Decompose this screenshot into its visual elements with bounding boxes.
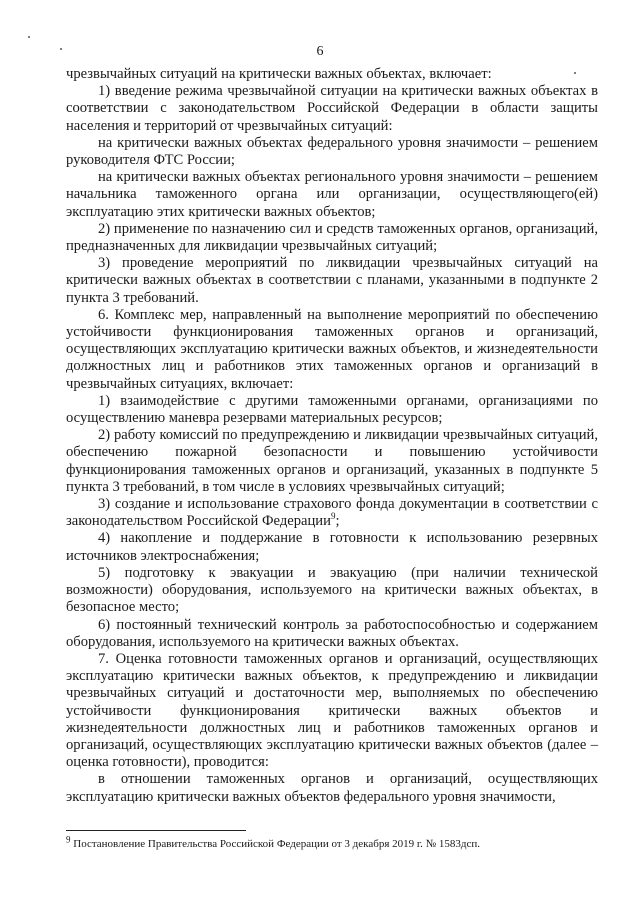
paragraph: в отношении таможенных органов и организаций, осуществляющих эксплуатацию критически важных объектов федерального уровня значимости, <box>66 771 598 805</box>
paragraph: 5) подготовку к эвакуации и эвакуацию (при наличии технической возможности) оборудования, используемого на критически важных объектах, в безопасное место; <box>66 564 598 616</box>
paragraph: 7. Оценка готовности таможенных органов и организаций, осуществляющих эксплуатацию критически важных объектов, к предупреждению и ликвидации чрезвычайных ситуаций и достаточности мер, выполняемых по обеспечению устойчивости функционирования критически важных объектов и жизнедеятельности должностных лиц и работников таможенных органов и организаций, осуществляющих эксплуатацию критически важных объектов (далее – оценка готовности), проводится: <box>66 650 598 771</box>
paragraph-end-punct: ; <box>335 513 340 530</box>
document-body <box>66 66 598 806</box>
paragraph: чрезвычайных ситуаций на критически важных объектах, включает: <box>66 66 492 82</box>
paragraph: 3) проведение мероприятий по ликвидации чрезвычайных ситуаций на критически важных объектах в соответствии с планами, указанными в подпункте 2 пункта 3 требований. <box>66 255 598 306</box>
footnote-reference: 9 <box>330 511 336 522</box>
footnote-mark: 9 <box>66 834 71 845</box>
page-number: 6 <box>316 44 324 59</box>
footnote <box>66 834 598 851</box>
footnote-text: Постановление Правительства Российской Федерации от 3 декабря 2019 г. № 1583дсп. <box>73 838 481 850</box>
paragraph: 6. Комплекс мер, направленный на выполнение мероприятий по обеспечению устойчивости функционирования таможенных органов и организаций, осуществляющих эксплуатацию критически важных объектов, и жизнедеятельности должностных лиц и работников этих таможенных органов и организаций в чрезвычайных ситуациях, включает: <box>66 306 598 392</box>
paragraph: 2) применение по назначению сил и средств таможенных органов, организаций, предназначенных для ликвидации чрезвычайных ситуаций; <box>66 220 598 255</box>
scan-speck <box>28 36 30 38</box>
paragraph: 1) взаимодействие с другими таможенными органами, организациями по осуществлению маневра резервами материальных ресурсов; <box>66 392 598 427</box>
paragraph: 6) постоянный технический контроль за работоспособностью и содержанием оборудования, используемого на критически важных объектах. <box>66 616 598 650</box>
footnote-divider <box>66 830 246 831</box>
scan-speck <box>60 48 62 50</box>
paragraph: 4) накопление и поддержание в готовности к использованию резервных источников электроснабжения; <box>66 530 598 564</box>
paragraph: на критически важных объектах регионального уровня значимости – решением начальника таможенного органа или организации, осуществляющего(ей) эксплуатацию этих критически важных объектов; <box>66 169 598 220</box>
paragraph: на критически важных объектах федерального уровня значимости – решением руководителя ФТС России; <box>66 134 598 169</box>
paragraph-with-footnote <box>66 496 598 530</box>
paragraph: 2) работу комиссий по предупреждению и ликвидации чрезвычайных ситуаций, обеспечению пожарной безопасности и повышению устойчивости функционирования таможенных органов и организаций, указанных в подпункте 5 пункта 3 требований, в том числе в условиях чрезвычайных ситуаций; <box>66 427 598 495</box>
paragraph-text: 3) создание и использование страхового фонда документации в соответствии с законодательством Российской Федерации <box>66 496 598 530</box>
paragraph: 1) введение режима чрезвычайной ситуации на критически важных объектах в соответствии с законодательством Российской Федерации в области защиты населения и территорий от чрезвычайных ситуаций: <box>66 83 598 134</box>
